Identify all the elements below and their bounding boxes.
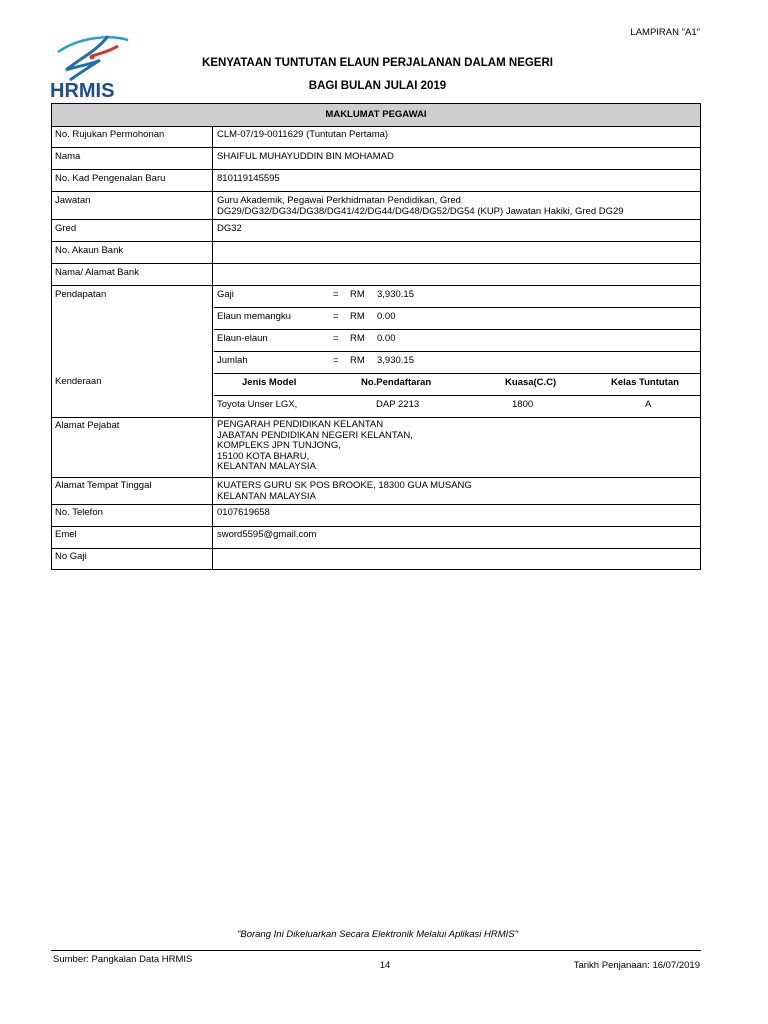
section-header: MAKLUMAT PEGAWAI <box>52 104 700 127</box>
alamat-pejabat-line: KOMPLEKS JPN TUNJONG, <box>217 440 341 451</box>
row-alamat-pejabat <box>52 417 700 478</box>
kenderaan-header-daftar: No.Pendaftaran <box>361 377 432 388</box>
label-gred: Gred <box>52 220 213 241</box>
kenderaan-daftar: DAP 2213 <box>376 399 420 410</box>
row-akaun <box>52 242 700 264</box>
document-title: KENYATAAN TUNTUTAN ELAUN PERJALANAN DALAM NEGERI <box>202 57 553 69</box>
alamat-tinggal-line: KUATERS GURU SK POS BROOKE, 18300 GUA MUSANG <box>217 480 472 491</box>
kenderaan-model: Toyota Unser LGX, <box>217 399 298 410</box>
label-no-gaji: No Gaji <box>52 548 213 569</box>
pendapatan-name: Elaun memangku <box>217 311 291 322</box>
pendapatan-row <box>214 330 700 352</box>
footer-note: "Borang Ini Dikeluarkan Secara Elektronik Melalui Aplikasi HRMIS" <box>237 929 518 940</box>
pendapatan-cur: RM <box>350 311 365 322</box>
label-emel: Emel <box>52 526 213 548</box>
value-no-gaji <box>214 548 700 569</box>
pendapatan-amount: 3,930.15 <box>377 355 414 366</box>
pendapatan-row <box>214 352 700 374</box>
label-pendapatan: Pendapatan <box>55 289 107 300</box>
row-nama <box>52 148 700 170</box>
pendapatan-cur: RM <box>350 355 365 366</box>
row-jawatan <box>52 192 700 220</box>
alamat-pejabat-line: JABATAN PENDIDIKAN NEGERI KELANTAN, <box>217 429 413 441</box>
alamat-pejabat-line: PENGARAH PENDIDIKAN KELANTAN <box>217 419 384 430</box>
footer-sumber: Sumber: Pangkalan Data HRMIS <box>53 954 193 965</box>
value-telefon: 0107619658 <box>217 507 270 518</box>
kenderaan-header-model: Jenis Model <box>242 377 297 388</box>
footer-tarikh: Tarikh Penjanaan: 16/07/2019 <box>573 960 700 971</box>
pendapatan-cur: RM <box>350 333 365 344</box>
row-emel <box>52 526 700 549</box>
page-number: 14 <box>379 960 391 971</box>
label-alamat-tinggal: Alamat Tempat Tinggal <box>52 477 213 504</box>
row-telefon <box>52 504 700 527</box>
value-nama: SHAIFUL MUHAYUDDIN BIN MOHAMAD <box>217 151 394 162</box>
value-bank <box>214 264 700 285</box>
row-no-gaji <box>52 548 700 569</box>
maklumat-pegawai-table <box>51 103 701 570</box>
label-bank: Nama/ Alamat Bank <box>52 264 213 285</box>
jawatan-line-1: Guru Akademik, Pegawai Perkhidmatan Pendidikan, Gred <box>217 195 461 206</box>
value-emel: sword5595@gmail.com <box>217 529 317 540</box>
pendapatan-eq: = <box>333 289 339 300</box>
kenderaan-kuasa: 1800 <box>512 399 534 410</box>
value-rujukan: CLM-07/19-0011629 (Tuntutan Pertama) <box>217 129 389 140</box>
value-kad: 810119145595 <box>217 173 280 184</box>
pendapatan-name: Elaun-elaun <box>217 333 268 344</box>
hrmis-logo <box>48 30 138 100</box>
jawatan-line-2: DG29/DG32/DG34/DG38/DG41/42/DG44/DG48/DG52/DG54 (KUP) Jawatan Hakiki, Gred DG29 <box>217 206 624 217</box>
pendapatan-amount: 0.00 <box>377 333 396 344</box>
value-alamat-tinggal <box>214 477 700 504</box>
kenderaan-kelas: A <box>645 399 652 410</box>
pendapatan-name: Jumlah <box>217 355 248 366</box>
kenderaan-header-kuasa: Kuasa(C.C) <box>505 377 557 388</box>
pendapatan-eq: = <box>333 355 339 366</box>
row-rujukan <box>52 126 700 148</box>
document-subtitle: BAGI BULAN JULAI 2019 <box>308 80 447 92</box>
pendapatan-amount: 0.00 <box>377 311 396 322</box>
lampiran-label: LAMPIRAN "A1" <box>630 27 700 38</box>
label-akaun: No. Akaun Bank <box>52 242 213 263</box>
value-alamat-pejabat <box>214 417 700 477</box>
label-kad: No. Kad Pengenalan Baru <box>52 170 213 191</box>
row-gred <box>52 220 700 242</box>
label-alamat-pejabat: Alamat Pejabat <box>52 417 213 477</box>
pendapatan-row <box>214 308 700 330</box>
row-kad <box>52 170 700 192</box>
label-jawatan: Jawatan <box>52 192 213 219</box>
value-gred: DG32 <box>217 223 242 234</box>
label-pendapatan-kenderaan <box>52 286 213 417</box>
logo-wordmark: HRMIS <box>50 80 115 100</box>
pendapatan-eq: = <box>333 311 339 322</box>
pendapatan-amount: 3,930.15 <box>377 289 414 300</box>
pendapatan-row <box>214 286 700 308</box>
label-telefon: No. Telefon <box>52 504 213 526</box>
pendapatan-eq: = <box>333 333 339 344</box>
alamat-pejabat-line: KELANTAN MALAYSIA <box>217 461 316 472</box>
label-nama: Nama <box>52 148 213 169</box>
label-rujukan: No. Rujukan Permohonan <box>52 126 213 147</box>
row-alamat-tinggal <box>52 477 700 505</box>
footer-divider <box>51 950 701 951</box>
block-pendapatan-kenderaan <box>52 286 700 418</box>
pendapatan-name: Gaji <box>217 289 234 300</box>
kenderaan-header-row <box>214 374 700 396</box>
value-jawatan <box>214 192 700 219</box>
row-bank <box>52 264 700 286</box>
label-kenderaan: Kenderaan <box>55 376 102 387</box>
alamat-tinggal-line: KELANTAN MALAYSIA <box>217 491 316 502</box>
kenderaan-header-kelas: Kelas Tuntutan <box>611 377 679 388</box>
value-akaun <box>214 242 700 263</box>
pendapatan-cur: RM <box>350 289 365 300</box>
kenderaan-row <box>214 396 700 417</box>
alamat-pejabat-line: 15100 KOTA BHARU, <box>217 450 310 462</box>
